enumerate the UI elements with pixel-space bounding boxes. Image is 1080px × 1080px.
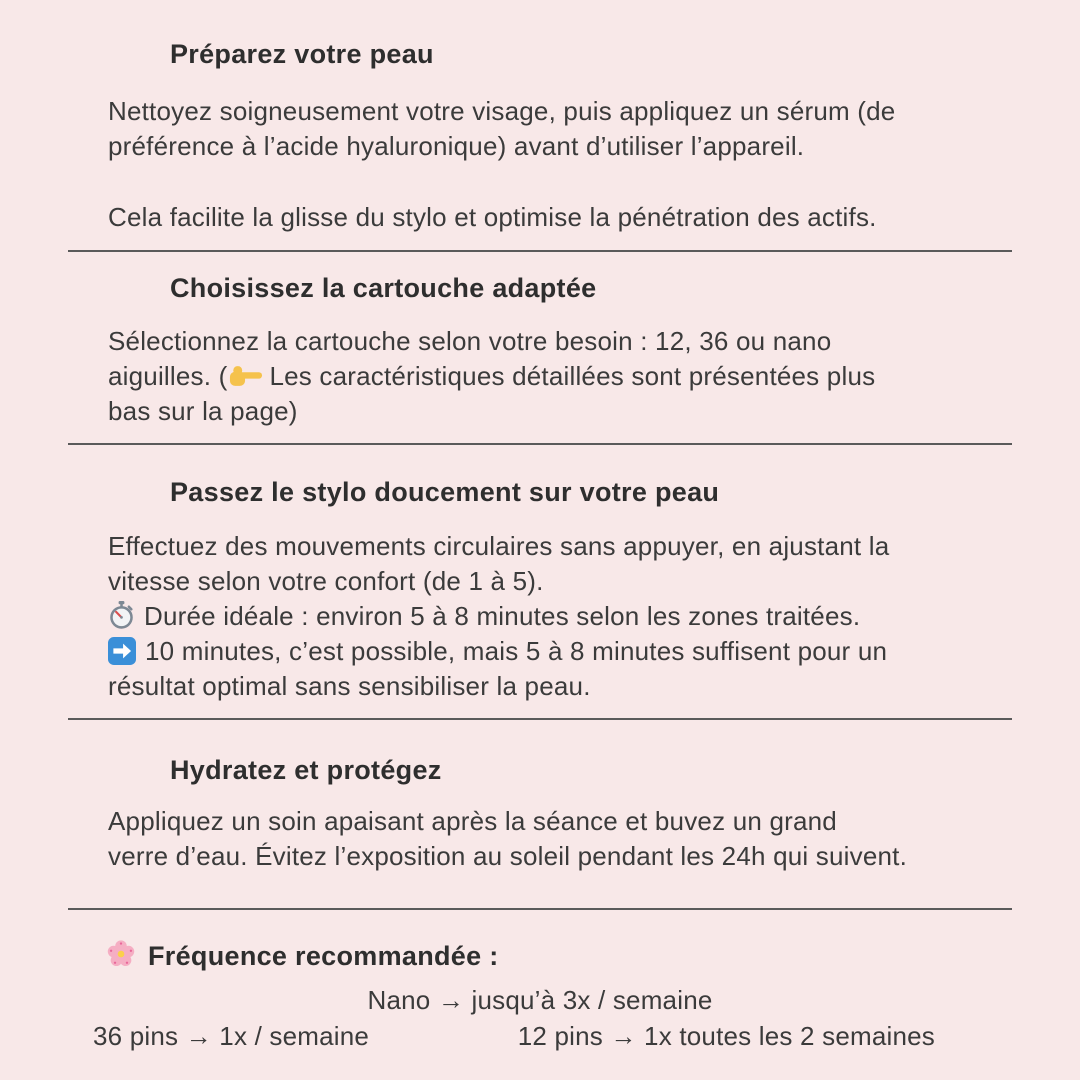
arrow-right-icon (108, 637, 136, 665)
stopwatch-icon (108, 600, 135, 630)
cherry-blossom-icon (105, 938, 137, 970)
body-line: résultat optimal sans sensibiliser la peau. (108, 671, 591, 701)
frequency-12pins: 12 pins → 1x toutes les 2 semaines (517, 1021, 935, 1051)
body-line (108, 359, 1040, 394)
frequency-row (0, 1018, 1080, 1054)
section-divider (68, 250, 1012, 252)
body-line: Nettoyez soigneusement votre visage, puis appliquez un sérum (de (108, 96, 896, 126)
frequency-36pins: 36 pins → 1x / semaine (93, 1021, 370, 1051)
body-line: Effectuez des mouvements circulaires sans appuyer, en ajustant la (108, 531, 890, 561)
frequency-title-text: Fréquence recommandée : (148, 941, 499, 971)
body-line: Cela facilite la glisse du stylo et optimise la pénétration des actifs. (108, 202, 877, 232)
section-heading: Hydratez et protégez (170, 755, 442, 785)
body-line: Appliquez un soin apaisant après la séance et buvez un grand (108, 806, 837, 836)
section-hydrate-protect (0, 754, 1080, 874)
section-heading: Préparez votre peau (170, 39, 434, 69)
frequency-title (105, 938, 1080, 974)
section-divider (68, 443, 1012, 445)
frequency-nano: Nano → jusqu’à 3x / semaine (367, 985, 713, 1015)
section-choose-cartridge (0, 272, 1080, 429)
section-prepare-skin (0, 0, 1080, 235)
body-text: 10 minutes, c’est possible, mais 5 à 8 minutes suffisent pour un (145, 636, 888, 666)
section-use-pen (0, 476, 1080, 704)
section-heading: Choisissez la cartouche adaptée (170, 273, 597, 303)
section-divider (68, 908, 1012, 910)
body-line: Sélectionnez la cartouche selon votre besoin : 12, 36 ou nano (108, 326, 832, 356)
body-text: Les caractéristiques détaillées sont présentées plus (269, 361, 876, 391)
body-line: verre d’eau. Évitez l’exposition au soleil pendant les 24h qui suivent. (108, 841, 908, 871)
body-line (108, 634, 1040, 669)
section-divider (68, 718, 1012, 720)
body-text: Durée idéale : environ 5 à 8 minutes selon les zones traitées. (144, 601, 861, 631)
body-line: bas sur la page) (108, 396, 298, 426)
body-line (108, 599, 1040, 634)
pointing-right-icon (229, 363, 263, 389)
body-line: préférence à l’acide hyaluronique) avant d’utiliser l’appareil. (108, 131, 805, 161)
body-text: aiguilles. ( (108, 361, 228, 391)
frequency-section (0, 938, 1080, 1054)
section-heading: Passez le stylo doucement sur votre peau (170, 477, 720, 507)
body-line: vitesse selon votre confort (de 1 à 5). (108, 566, 544, 596)
